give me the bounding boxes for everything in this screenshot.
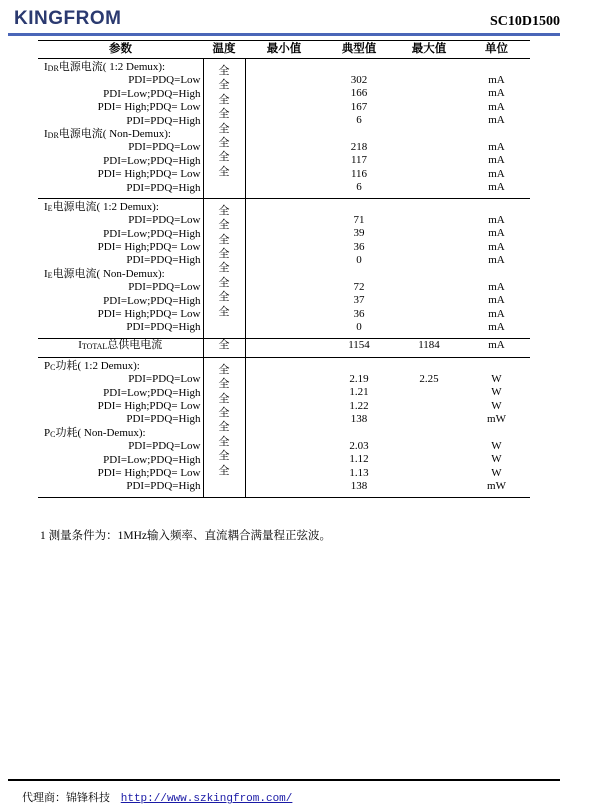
typ-value: 1.13 <box>349 466 369 479</box>
param-subscript: DR <box>47 64 59 73</box>
col-header-temperature: 温度 <box>203 41 245 59</box>
website-link[interactable]: http://www.szkingfrom.com/ <box>120 793 293 805</box>
condition-label: PDI= High;PDQ= Low <box>97 168 201 181</box>
col-header-typical: 典型值 <box>323 41 395 59</box>
temp-value: 全 <box>218 165 230 178</box>
typ-value: 36 <box>353 240 365 253</box>
condition-label: PDI=PDQ=High <box>126 181 201 194</box>
temp-value: 全 <box>218 291 230 304</box>
temp-value: 全 <box>218 421 230 434</box>
section-label <box>44 61 203 74</box>
condition-label: PDI=PDQ=Low <box>128 74 201 87</box>
max-value <box>395 241 463 254</box>
min-value <box>246 281 324 294</box>
unit-value: W <box>491 466 502 479</box>
max-value <box>395 87 463 100</box>
temp-value: 全 <box>218 122 230 135</box>
max-value <box>395 154 463 167</box>
section-label <box>44 427 203 440</box>
table-group-row <box>38 338 530 357</box>
spacer-line <box>246 267 324 280</box>
table-group-row <box>38 59 530 199</box>
max-value <box>395 386 463 399</box>
param-cell <box>38 59 203 199</box>
condition-label: PDI= High;PDQ= Low <box>97 101 201 114</box>
condition-label: PDI=PDQ=High <box>126 480 201 493</box>
param-symbol: I <box>44 200 48 213</box>
section-label <box>44 268 203 281</box>
temp-value: 全 <box>218 204 230 217</box>
unit-cell <box>463 357 530 497</box>
typ-value: 72 <box>353 280 365 293</box>
condition-label: PDI=Low;PDQ=High <box>103 227 201 240</box>
param-title: 电源电流( Non-Demux): <box>58 127 171 140</box>
typ-value: 0 <box>356 321 362 334</box>
min-value <box>246 400 324 413</box>
param-title: 功耗( 1:2 Demux): <box>55 359 140 372</box>
temp-value: 全 <box>218 276 230 289</box>
max-value <box>395 467 463 480</box>
temp-cell <box>203 198 245 338</box>
max-cell: 1184 <box>395 338 463 357</box>
max-value <box>395 214 463 227</box>
min-value <box>246 440 324 453</box>
param-title: 功耗( Non-Demux): <box>55 426 146 439</box>
min-value <box>246 74 324 87</box>
max-value <box>395 440 463 453</box>
max-cell <box>395 198 463 338</box>
min-value <box>246 101 324 114</box>
temp-value: 全 <box>218 378 230 391</box>
param-symbol: P <box>44 426 51 439</box>
max-value <box>395 114 463 127</box>
typ-value: 167 <box>350 100 368 113</box>
section-label <box>44 360 203 373</box>
unit-value: W <box>491 439 502 452</box>
unit-value: mA <box>488 114 505 127</box>
param-symbol: I <box>44 267 48 280</box>
param-cell <box>38 338 203 357</box>
table-header-row <box>38 41 530 59</box>
temp-value: 全 <box>218 108 230 121</box>
unit-value: mA <box>488 181 505 194</box>
typ-cell <box>323 357 395 497</box>
param-cell <box>38 198 203 338</box>
agent-label: 代理商：锦锋科技 <box>22 792 110 804</box>
footer-rule <box>8 779 560 781</box>
section-label <box>44 201 203 214</box>
min-cell <box>245 59 323 199</box>
param-subscript: C <box>50 362 56 372</box>
min-value <box>246 214 324 227</box>
spacer-line <box>395 426 463 439</box>
min-value <box>246 294 324 307</box>
temp-value: 全 <box>218 406 230 419</box>
condition-label: PDI=Low;PDQ=High <box>103 154 201 167</box>
condition-label: PDI=PDQ=Low <box>128 281 201 294</box>
typ-value: 71 <box>353 213 365 226</box>
col-header-parameter: 参数 <box>38 41 203 59</box>
max-value <box>395 413 463 426</box>
param-title: 电源电流( 1:2 Demux): <box>58 61 166 73</box>
col-header-min: 最小值 <box>245 41 323 59</box>
max-value <box>395 141 463 154</box>
min-value <box>246 254 324 267</box>
param-subscript: C <box>50 429 56 439</box>
min-value <box>246 308 324 321</box>
min-value <box>246 227 324 240</box>
max-cell <box>395 357 463 497</box>
table-group-row <box>38 198 530 338</box>
unit-value: W <box>491 453 502 466</box>
temp-value: 全 <box>218 79 230 92</box>
temp-cell <box>203 59 245 199</box>
typ-value: 6 <box>356 181 362 194</box>
typ-cell: 1154 <box>323 338 395 357</box>
max-value <box>395 480 463 493</box>
unit-value: mA <box>488 167 505 180</box>
unit-value: W <box>491 386 502 399</box>
min-value <box>246 386 324 399</box>
temp-value: 全 <box>218 305 230 318</box>
temp-value: 全 <box>218 435 230 448</box>
unit-value: mA <box>488 307 505 320</box>
param-symbol: P <box>44 359 51 372</box>
condition-label: PDI=PDQ=High <box>126 321 201 334</box>
model-number: SC10D1500 <box>489 14 560 29</box>
min-value <box>246 453 324 466</box>
min-value <box>246 181 324 194</box>
unit-value: W <box>491 399 502 412</box>
typ-value: 6 <box>356 114 362 127</box>
min-value <box>246 154 324 167</box>
max-value <box>395 294 463 307</box>
typ-value: 39 <box>353 227 365 240</box>
condition-label: PDI=Low;PDQ=High <box>103 386 201 399</box>
typ-value: 2.03 <box>349 439 369 452</box>
min-value <box>246 141 324 154</box>
col-header-max: 最大值 <box>395 41 463 59</box>
min-value <box>246 114 324 127</box>
unit-value: mA <box>488 227 505 240</box>
unit-value: mA <box>488 100 505 113</box>
typ-value: 138 <box>350 479 368 492</box>
temp-value: 全 <box>218 450 230 463</box>
spacer-line <box>463 267 530 280</box>
typ-value: 117 <box>350 154 368 167</box>
footer <box>22 789 292 805</box>
max-cell <box>395 59 463 199</box>
condition-label: PDI=PDQ=Low <box>128 214 201 227</box>
spacer-line <box>246 426 324 439</box>
max-value <box>395 181 463 194</box>
condition-label: PDI= High;PDQ= Low <box>97 241 201 254</box>
min-value <box>246 321 324 334</box>
temp-value: 全 <box>218 363 230 376</box>
unit-value: mA <box>488 154 505 167</box>
max-value <box>395 281 463 294</box>
spacer-line <box>463 426 530 439</box>
measurement-note: 1 测量条件为：1MHz输入频率、直流耦合满量程正弦波。 <box>40 530 332 542</box>
min-value <box>246 373 324 386</box>
param-subscript: E <box>47 270 53 280</box>
temp-cell: 全 <box>203 338 245 357</box>
temp-value: 全 <box>218 151 230 164</box>
param-title: 电源电流( 1:2 Demux): <box>52 200 159 213</box>
unit-value: mA <box>488 240 505 253</box>
typ-value: 138 <box>350 412 368 425</box>
specification-table <box>38 40 530 498</box>
unit-value: mW <box>487 412 506 425</box>
temp-value: 全 <box>218 136 230 149</box>
min-value <box>246 467 324 480</box>
min-value <box>246 87 324 100</box>
max-value <box>395 74 463 87</box>
param-symbol: I <box>44 61 48 73</box>
min-value <box>246 241 324 254</box>
header-rule <box>8 33 560 36</box>
unit-value: mA <box>488 254 505 267</box>
condition-label: PDI=Low;PDQ=High <box>103 87 201 100</box>
temp-value: 全 <box>218 262 230 275</box>
spacer-line <box>323 267 395 280</box>
unit-value: mW <box>487 479 506 492</box>
typ-value: 166 <box>350 87 368 100</box>
max-value <box>395 227 463 240</box>
condition-label: PDI= High;PDQ= Low <box>97 466 201 479</box>
param-subscript: E <box>47 203 53 213</box>
spacer-line <box>246 128 324 141</box>
condition-label: PDI=PDQ=Low <box>128 440 201 453</box>
unit-value: mA <box>488 87 505 100</box>
max-value <box>395 101 463 114</box>
param-symbol: I <box>78 338 82 351</box>
kingfrom-logo: KINGFROM <box>14 8 122 29</box>
spacer-line <box>323 426 395 439</box>
max-value: 2.25 <box>419 372 439 385</box>
unit-cell <box>463 198 530 338</box>
typ-value: 37 <box>353 294 365 307</box>
max-value <box>395 308 463 321</box>
unit-value: mA <box>488 280 505 293</box>
condition-label: PDI=PDQ=Low <box>128 141 201 154</box>
temp-value: 全 <box>218 233 230 246</box>
temp-value: 全 <box>218 65 230 77</box>
min-value <box>246 480 324 493</box>
table-group-row <box>38 357 530 497</box>
typ-cell <box>323 198 395 338</box>
typ-value: 36 <box>353 307 365 320</box>
condition-label: PDI= High;PDQ= Low <box>97 399 201 412</box>
typ-value: 1.22 <box>349 399 369 412</box>
max-value <box>395 400 463 413</box>
temp-cell <box>203 357 245 497</box>
typ-value: 1.21 <box>349 386 369 399</box>
typ-value: 2.19 <box>349 372 369 385</box>
condition-label: PDI= High;PDQ= Low <box>97 308 201 321</box>
spacer-line <box>395 128 463 141</box>
min-cell <box>245 357 323 497</box>
table-body <box>38 59 530 498</box>
typ-value: 218 <box>350 140 368 153</box>
section-label <box>44 128 203 141</box>
temp-value: 全 <box>218 464 230 477</box>
condition-label: PDI=PDQ=High <box>126 114 201 127</box>
unit-cell: mA <box>463 338 530 357</box>
condition-label: PDI=PDQ=High <box>126 254 201 267</box>
col-header-unit: 单位 <box>463 41 530 59</box>
condition-label: PDI=PDQ=Low <box>128 373 201 386</box>
min-value <box>246 168 324 181</box>
unit-cell <box>463 59 530 199</box>
min-cell <box>245 198 323 338</box>
temp-value: 全 <box>218 392 230 405</box>
param-subscript: DR <box>47 130 59 140</box>
param-cell <box>38 357 203 497</box>
param-title: 电源电流( Non-Demux): <box>52 267 165 280</box>
min-value <box>246 413 324 426</box>
max-value <box>395 168 463 181</box>
param-subscript: TOTAL <box>81 341 108 351</box>
typ-cell <box>323 59 395 199</box>
unit-value: mA <box>488 140 505 153</box>
condition-label: PDI=PDQ=High <box>126 413 201 426</box>
spacer-line <box>395 267 463 280</box>
condition-label: PDI=Low;PDQ=High <box>103 453 201 466</box>
typ-value: 0 <box>356 254 362 267</box>
param-title: 总供电电流 <box>107 338 163 351</box>
typ-value: 302 <box>350 74 368 86</box>
spacer-line <box>323 128 395 141</box>
unit-value: mA <box>488 294 505 307</box>
temp-value: 全 <box>218 93 230 106</box>
max-value <box>395 453 463 466</box>
max-value <box>395 321 463 334</box>
unit-value: mA <box>488 74 505 86</box>
max-value <box>395 254 463 267</box>
temp-value: 全 <box>218 219 230 232</box>
unit-value: mA <box>488 213 505 226</box>
unit-value: mA <box>488 321 505 334</box>
condition-label: PDI=Low;PDQ=High <box>103 294 201 307</box>
typ-value: 1.12 <box>349 453 369 466</box>
spacer-line <box>463 128 530 141</box>
temp-value: 全 <box>218 248 230 261</box>
typ-value: 116 <box>350 167 368 180</box>
unit-value: W <box>491 372 502 385</box>
min-cell <box>245 338 323 357</box>
param-symbol: I <box>44 127 48 140</box>
